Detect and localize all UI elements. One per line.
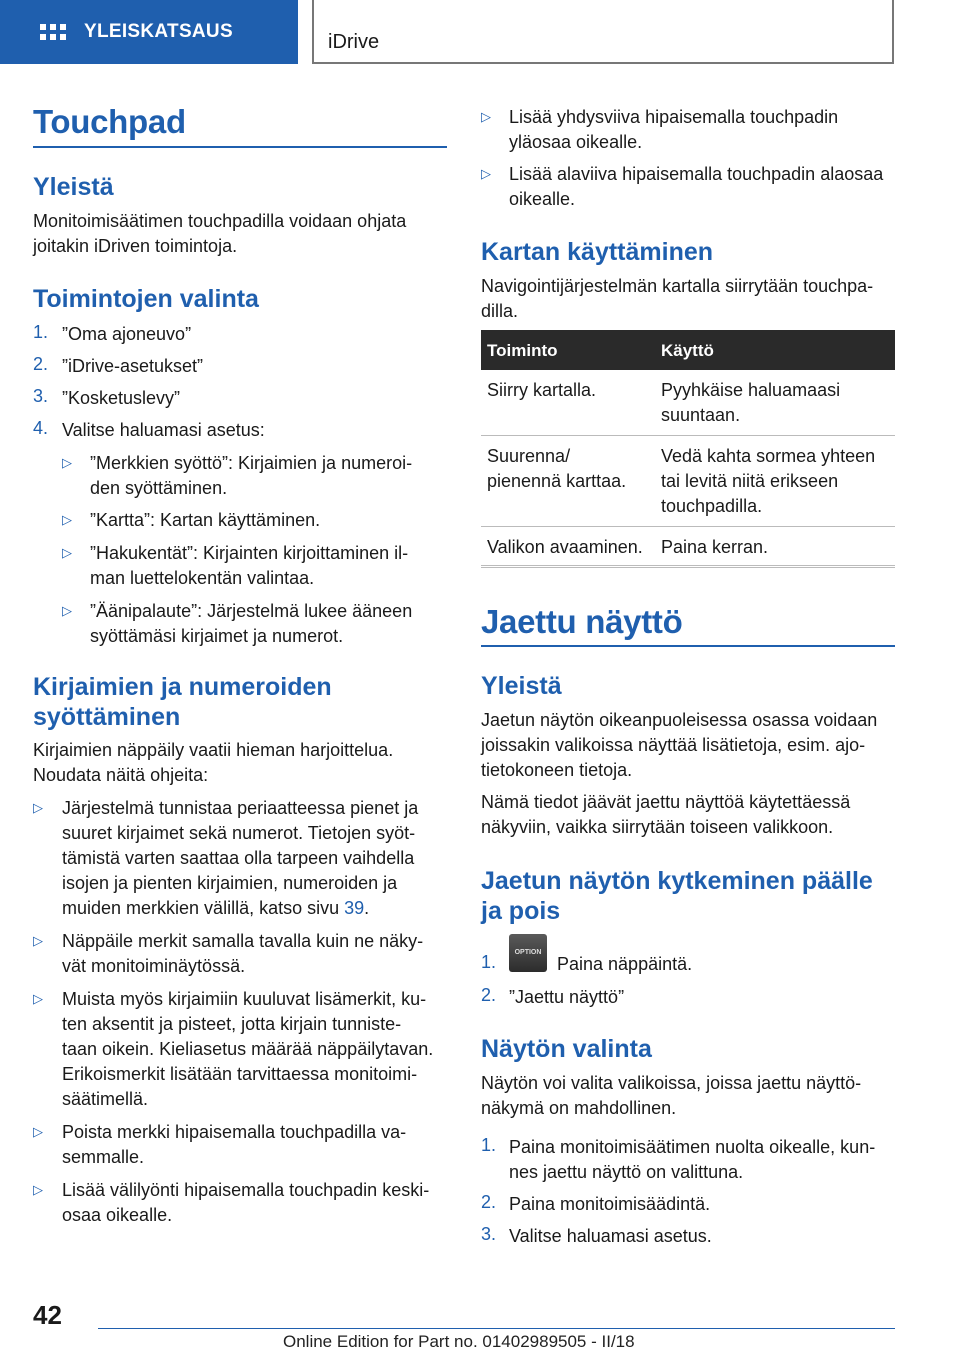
bullet-text: ”Merkkien syöttö”: Kirjaimien ja numeroi-: [90, 453, 413, 473]
bullet-text: ten aksentit ja pisteet, jotta kirjain tunniste-: [62, 1014, 402, 1034]
section-heading-screen-select: Näytön valinta: [481, 1035, 652, 1063]
step-number: 2.: [481, 985, 497, 1005]
triangle-bullet-icon: ▷: [33, 800, 43, 815]
split-text-line: Nämä tiedot jäävät jaettu näyttöä käytettäessä: [481, 792, 851, 812]
bullet-text: Muista myös kirjaimiin kuuluvat lisämerkit, ku-: [62, 989, 427, 1009]
triangle-bullet-icon: ▷: [62, 545, 72, 560]
bullet-text: Lisää alaviiva hipaisemalla touchpadin alaosaa: [509, 164, 884, 184]
split-text-line: näkyviin, vaikka siirrytään toiseen valikkoon.: [481, 817, 834, 837]
section-heading-character-input: syöttäminen: [33, 703, 181, 731]
step-text: Paina monitoimisäädintä.: [509, 1194, 711, 1214]
triangle-bullet-icon: ▷: [33, 1124, 43, 1139]
section-heading-general: Yleistä: [481, 672, 562, 700]
bullet-text: vät monitoiminäytössä.: [62, 956, 246, 976]
table-row: [481, 370, 895, 436]
bullet-text: yläosaa oikealle.: [509, 132, 643, 152]
table-bottom-rule: [481, 565, 895, 566]
section-heading-split-toggle: ja pois: [481, 897, 561, 925]
bullet-text: syöttämäsi kirjaimet ja numerot.: [90, 626, 344, 646]
step-text: Valitse haluamasi asetus:: [62, 420, 265, 440]
split-text-line: Jaetun näytön oikeanpuoleisessa osassa voidaan: [481, 710, 878, 730]
page-number: 42: [33, 1300, 62, 1330]
bullet-text: Lisää yhdysviiva hipaisemalla touchpadin: [509, 107, 839, 127]
chapter-title: iDrive: [312, 0, 894, 64]
bullet-text: säätimellä.: [62, 1089, 149, 1109]
section-heading-split-toggle: Jaetun näytön kytkeminen päälle: [481, 867, 873, 895]
bullet-text: ”Kartta”: Kartan käyttäminen.: [90, 510, 321, 530]
triangle-bullet-icon: ▷: [481, 166, 491, 181]
section-heading-general: Yleistä: [33, 173, 114, 201]
title-rule: [481, 645, 895, 647]
grid-icon: [40, 24, 66, 40]
bullet-text: ”Hakukentät”: Kirjainten kirjoittaminen il-: [90, 543, 409, 563]
page-reference-link[interactable]: 39: [344, 898, 365, 918]
table-cell: Pyyhkäise haluamaasi suuntaan.: [655, 370, 895, 436]
bullet-text: ”Äänipalaute”: Järjestelmä lukee ääneen: [90, 601, 413, 621]
bullet-text: semmalle.: [62, 1147, 145, 1167]
footer-rule: [98, 1328, 895, 1329]
input-text-line: Kirjaimien näppäily vaatii hieman harjoittelua.: [33, 740, 394, 760]
table-row: [481, 527, 895, 568]
bullet-text: muiden merkkien välillä, katso sivu 39.: [62, 898, 370, 918]
bullet-text: Järjestelmä tunnistaa periaatteessa pienet ja: [62, 798, 419, 818]
nav-tab-label: YLEISKATSAUS: [84, 21, 233, 42]
page-title: Touchpad: [33, 103, 186, 140]
split-text-line: tietokoneen tietoja.: [481, 760, 633, 780]
step-number: 1.: [481, 1135, 497, 1155]
bullet-text: man luettelokentän valintaa.: [90, 568, 315, 588]
input-text-line: Noudata näitä ohjeita:: [33, 765, 209, 785]
nav-tab-overview[interactable]: [0, 0, 298, 64]
step-number: 1.: [33, 322, 49, 342]
step-text: Paina monitoimisäätimen nuolta oikealle, kun-: [509, 1137, 876, 1157]
step-number: 1.: [481, 952, 497, 972]
table-header-row: [481, 330, 895, 370]
map-usage-table: [481, 330, 895, 568]
screen-select-text-line: Näytön voi valita valikoissa, joissa jaettu näyttö-: [481, 1073, 862, 1093]
top-bar: [0, 0, 960, 66]
step-text: ”Kosketuslevy”: [62, 388, 181, 408]
table-header-cell: Käyttö: [655, 330, 895, 370]
triangle-bullet-icon: ▷: [62, 455, 72, 470]
screen-select-text-line: näkymä on mahdollinen.: [481, 1098, 677, 1118]
map-text-line: dilla.: [481, 301, 519, 321]
split-text-line: joissakin valikoissa näyttää lisätietoja, esim. ajo-: [481, 735, 866, 755]
triangle-bullet-icon: ▷: [481, 109, 491, 124]
bullet-text: tämistä varten saattaa olla tarpeen vaihdella: [62, 848, 415, 868]
table-header-cell: Toiminto: [481, 330, 655, 370]
table-cell: Siirry kartalla.: [481, 370, 655, 436]
triangle-bullet-icon: ▷: [62, 512, 72, 527]
bullet-text: osaa oikealle.: [62, 1205, 173, 1225]
title-rule: [33, 146, 447, 148]
section-heading-character-input: Kirjaimien ja numeroiden: [33, 673, 332, 701]
step-text: ”iDrive-asetukset”: [62, 356, 204, 376]
general-text-line: Monitoimisäätimen touchpadilla voidaan ohjata: [33, 211, 407, 231]
triangle-bullet-icon: ▷: [33, 933, 43, 948]
section-title-split-screen: Jaettu näyttö: [481, 603, 683, 640]
step-text: nes jaettu näyttö on valittuna.: [509, 1162, 744, 1182]
table-cell: Suurenna/ pienennä karttaa.: [481, 436, 655, 527]
bullet-text: Lisää välilyönti hipaisemalla touchpadin keski-: [62, 1180, 430, 1200]
bullet-text: taan oikein. Kieliasetus määrää näppäilytavan.: [62, 1039, 434, 1059]
step-number: 2.: [33, 354, 49, 374]
step-text: ”Oma ajoneuvo”: [62, 324, 192, 344]
section-heading-function-select: Toimintojen valinta: [33, 285, 259, 313]
step-number: 3.: [33, 386, 49, 406]
step-text: Valitse haluamasi asetus.: [509, 1226, 712, 1246]
bullet-text: suuret kirjaimet sekä numerot. Tietojen syöt-: [62, 823, 416, 843]
triangle-bullet-icon: ▷: [62, 603, 72, 618]
general-text-line: joitakin iDriven toimintoja.: [33, 236, 238, 256]
bullet-text: Näppäile merkit samalla tavalla kuin ne näky-: [62, 931, 424, 951]
bullet-text: Poista merkki hipaisemalla touchpadilla va-: [62, 1122, 407, 1142]
step-number: 3.: [481, 1224, 497, 1244]
step-number: 2.: [481, 1192, 497, 1212]
bullet-text: isojen ja pienten kirjaimien, numeroiden ja: [62, 873, 398, 893]
bullet-text: Erikoismerkit lisätään tarvittaessa monitoimi-: [62, 1064, 418, 1084]
table-cell: Valikon avaaminen.: [481, 527, 655, 568]
step-text: ”Jaettu näyttö”: [509, 987, 625, 1007]
option-button-icon: OPTION: [509, 934, 547, 972]
table-cell: Paina kerran.: [655, 527, 895, 568]
bullet-text: oikealle.: [509, 189, 576, 209]
table-row: [481, 436, 895, 527]
edition-text: Online Edition for Part no. 01402989505 - II/18: [283, 1332, 635, 1351]
table-cell: Vedä kahta sormea yhteen tai levitä niitä erikseen touchpadilla.: [655, 436, 895, 527]
step-text: Paina näppäintä.: [557, 954, 693, 974]
bullet-text: den syöttäminen.: [90, 478, 228, 498]
triangle-bullet-icon: ▷: [33, 1182, 43, 1197]
section-heading-map-use: Kartan käyttäminen: [481, 238, 714, 266]
map-text-line: Navigointijärjestelmän kartalla siirrytään touchpa-: [481, 276, 874, 296]
triangle-bullet-icon: ▷: [33, 991, 43, 1006]
step-number: 4.: [33, 418, 49, 438]
